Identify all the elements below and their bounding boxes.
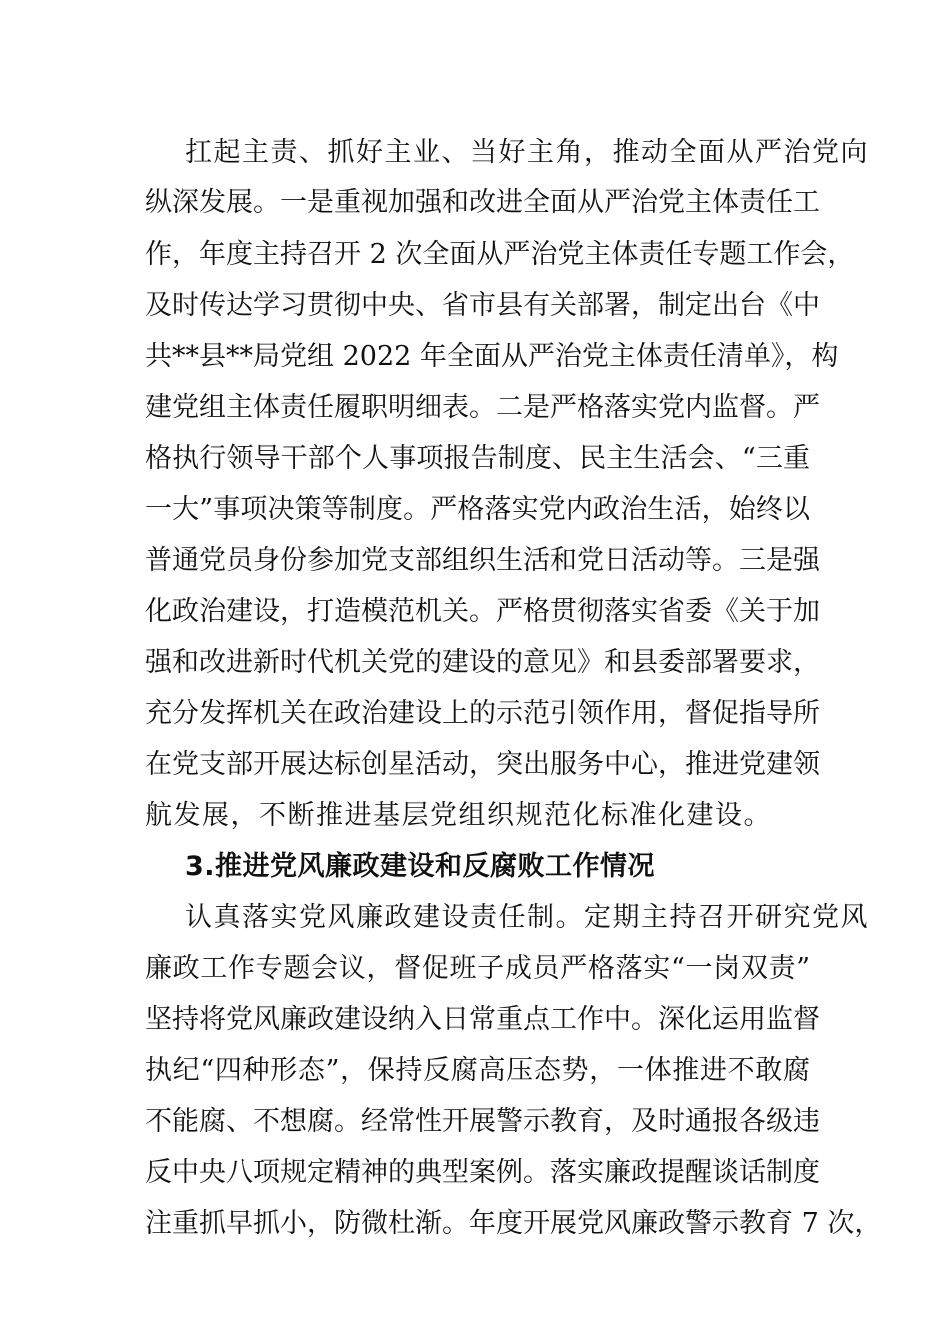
- paragraph-line: 航发展，不断推进基层党组织规范化标准化建设。: [145, 800, 772, 831]
- paragraph-line: 格执行领导干部个人事项报告制度、民主生活会、“三重: [145, 443, 810, 474]
- paragraph-line: 强和改进新时代机关党的建设的意见》和县委部署要求，: [145, 647, 820, 678]
- paragraph-line: 共**县**局党组 2022 年全面从严治党主体责任清单》，构: [145, 341, 839, 372]
- paragraph-line: 反中央八项规定精神的典型案例。落实廉政提醒谈话制度: [145, 1157, 820, 1188]
- paragraph-line: 及时传达学习贯彻中央、省市县有关部署，制定出台《中: [145, 290, 820, 321]
- paragraph-line: 执纪“四种形态”，保持反腐高压态势，一体推进不敢腐: [145, 1055, 810, 1086]
- paragraph-line: 一大”事项决策等制度。严格落实党内政治生活，始终以: [145, 494, 810, 525]
- paragraph-line: 不能腐、不想腐。经常性开展警示教育，及时通报各级违: [145, 1106, 820, 1137]
- paragraph-line: 坚持将党风廉政建设纳入日常重点工作中。深化运用监督: [145, 1004, 820, 1035]
- paragraph-line: 建党组主体责任履职明细表。二是严格落实党内监督。严: [145, 392, 820, 423]
- paragraph-line: 纵深发展。一是重视加强和改进全面从严治党主体责任工: [145, 187, 820, 218]
- paragraph-line: 作，年度主持召开 2 次全面从严治党主体责任专题工作会，: [145, 239, 855, 270]
- paragraph-line: 普通党员身份参加党支部组织生活和党日活动等。三是强: [145, 545, 820, 576]
- paragraph-line: 认真落实党风廉政建设责任制。定期主持召开研究党风: [185, 902, 869, 933]
- paragraph-line: 廉政工作专题会议，督促班子成员严格落实“一岗双责”: [145, 953, 810, 984]
- paragraph-line: 注重抓早抓小，防微杜渐。年度开展党风廉政警示教育 7 次，: [145, 1208, 882, 1239]
- section-heading: 3.推进党风廉政建设和反腐败工作情况: [185, 851, 656, 882]
- paragraph-line: 在党支部开展达标创星活动，突出服务中心，推进党建领: [145, 749, 820, 780]
- paragraph-line: 充分发挥机关在政治建设上的示范引领作用，督促指导所: [145, 698, 820, 729]
- paragraph-line: 扛起主责、抓好主业、当好主角，推动全面从严治党向: [185, 137, 869, 168]
- paragraph-line: 化政治建设，打造模范机关。严格贯彻落实省委《关于加: [145, 596, 820, 627]
